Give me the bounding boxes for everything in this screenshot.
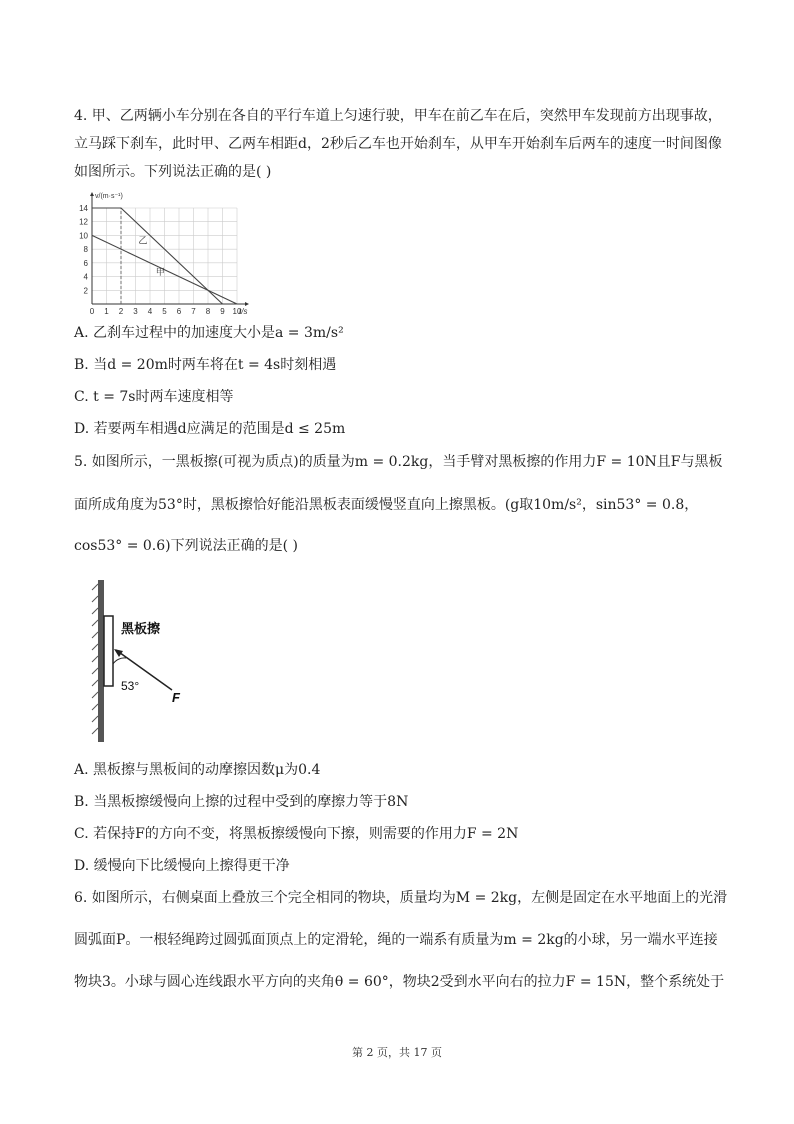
y-axis-label: v/(m·s⁻¹) xyxy=(95,193,123,200)
q5-line-2: 面所成角度为53°时，黑板擦恰好能沿黑板表面缓慢竖直向上擦黑板。(g取10m/s²，sin53° = 0.8， xyxy=(74,497,699,513)
q4-line-3: 如图所示。下列说法正确的是( ) xyxy=(74,164,272,180)
y-tick-label: 10 xyxy=(79,231,88,241)
series-line-1 xyxy=(92,208,223,304)
y-tick-label: 4 xyxy=(83,272,88,282)
q6-line-1: 6. 如图所示，右侧桌面上叠放三个完全相同的物块，质量均为M = 2kg，左侧是固定在水平地面上的光滑 xyxy=(74,890,728,906)
x-tick-label: 9 xyxy=(220,307,225,316)
angle-label: 53° xyxy=(121,679,140,693)
x-tick-label: 3 xyxy=(133,307,138,316)
blackboard-eraser-figure xyxy=(90,578,200,748)
series-label-2: 甲 xyxy=(155,267,165,278)
q5-line-3: cos53° = 0.6)下列说法正确的是( ) xyxy=(74,538,298,554)
x-tick-label: 6 xyxy=(176,307,182,316)
wall-hatching xyxy=(92,584,98,734)
eraser-label: 黑板擦 xyxy=(121,621,161,636)
q5-option-d: D. 缓慢向下比缓慢向上擦得更干净 xyxy=(74,858,290,874)
q6-line-2: 圆弧面P。一根轻绳跨过圆弧面顶点上的定滑轮，绳的一端系有质量为m = 2kg的小球，另一端水平连接 xyxy=(74,932,718,948)
eraser-block xyxy=(104,616,113,686)
force-arrowhead xyxy=(114,649,123,657)
y-tick-label: 2 xyxy=(83,286,88,296)
q5-line-1: 5. 如图所示，一黑板擦(可视为质点)的质量为m = 0.2kg，当手臂对黑板擦的作用力F = 10N且F与黑板 xyxy=(74,454,723,470)
q6-line-3: 物块3。小球与圆心连线跟水平方向的夹角θ = 60°，物块2受到水平向右的拉力F = 15N，整个系统处于 xyxy=(74,974,725,990)
angle-arc xyxy=(113,658,126,664)
q4-option-c: C. t = 7s时两车速度相等 xyxy=(74,389,234,405)
x-tick-label: 2 xyxy=(118,307,124,316)
force-label: F xyxy=(172,690,180,705)
series-label-1: 乙 xyxy=(138,235,148,246)
x-tick-label: 4 xyxy=(147,307,153,316)
x-tick-label: 0 xyxy=(89,307,95,316)
x-tick-label: 8 xyxy=(205,307,211,316)
q5-option-a: A. 黑板擦与黑板间的动摩擦因数μ为0.4 xyxy=(74,762,321,778)
velocity-time-chart xyxy=(74,192,254,322)
q5-option-c: C. 若保持F的方向不变，将黑板擦缓慢向下擦，则需要的作用力F = 2N xyxy=(74,826,519,842)
y-tick-label: 8 xyxy=(83,245,88,255)
x-axis-arrow xyxy=(245,302,249,306)
q4-line-2: 立马踩下刹车，此时甲、乙两车相距d，2秒后乙车也开始刹车，从甲车开始刹车后两车的速度一时间图像 xyxy=(74,136,722,152)
y-tick-label: 6 xyxy=(83,258,88,268)
q4-option-a: A. 乙刹车过程中的加速度大小是a = 3m/s² xyxy=(74,325,344,341)
x-tick-label: 7 xyxy=(191,307,196,316)
x-tick-label: 1 xyxy=(104,307,109,316)
x-tick-label: 10 xyxy=(232,307,242,316)
y-axis-arrow xyxy=(90,192,94,196)
y-tick-label: 12 xyxy=(79,217,88,227)
q4-option-d: D. 若要两车相遇d应满足的范围是d ≤ 25m xyxy=(74,421,346,437)
y-tick-label: 14 xyxy=(79,204,88,213)
wall xyxy=(98,580,104,742)
x-axis-label: t/s xyxy=(239,307,248,316)
x-tick-label: 5 xyxy=(162,307,167,316)
q4-option-b: B. 当d = 20m时两车将在t = 4s时刻相遇 xyxy=(74,357,337,373)
q5-option-b: B. 当黑板擦缓慢向上擦的过程中受到的摩擦力等于8N xyxy=(74,794,409,810)
q4-line-1: 4. 甲、乙两辆小车分别在各自的平行车道上匀速行驶，甲车在前乙车在后，突然甲车发现前方出现事故， xyxy=(74,108,722,124)
page-footer: 第 2 页，共 17 页 xyxy=(352,1046,442,1059)
